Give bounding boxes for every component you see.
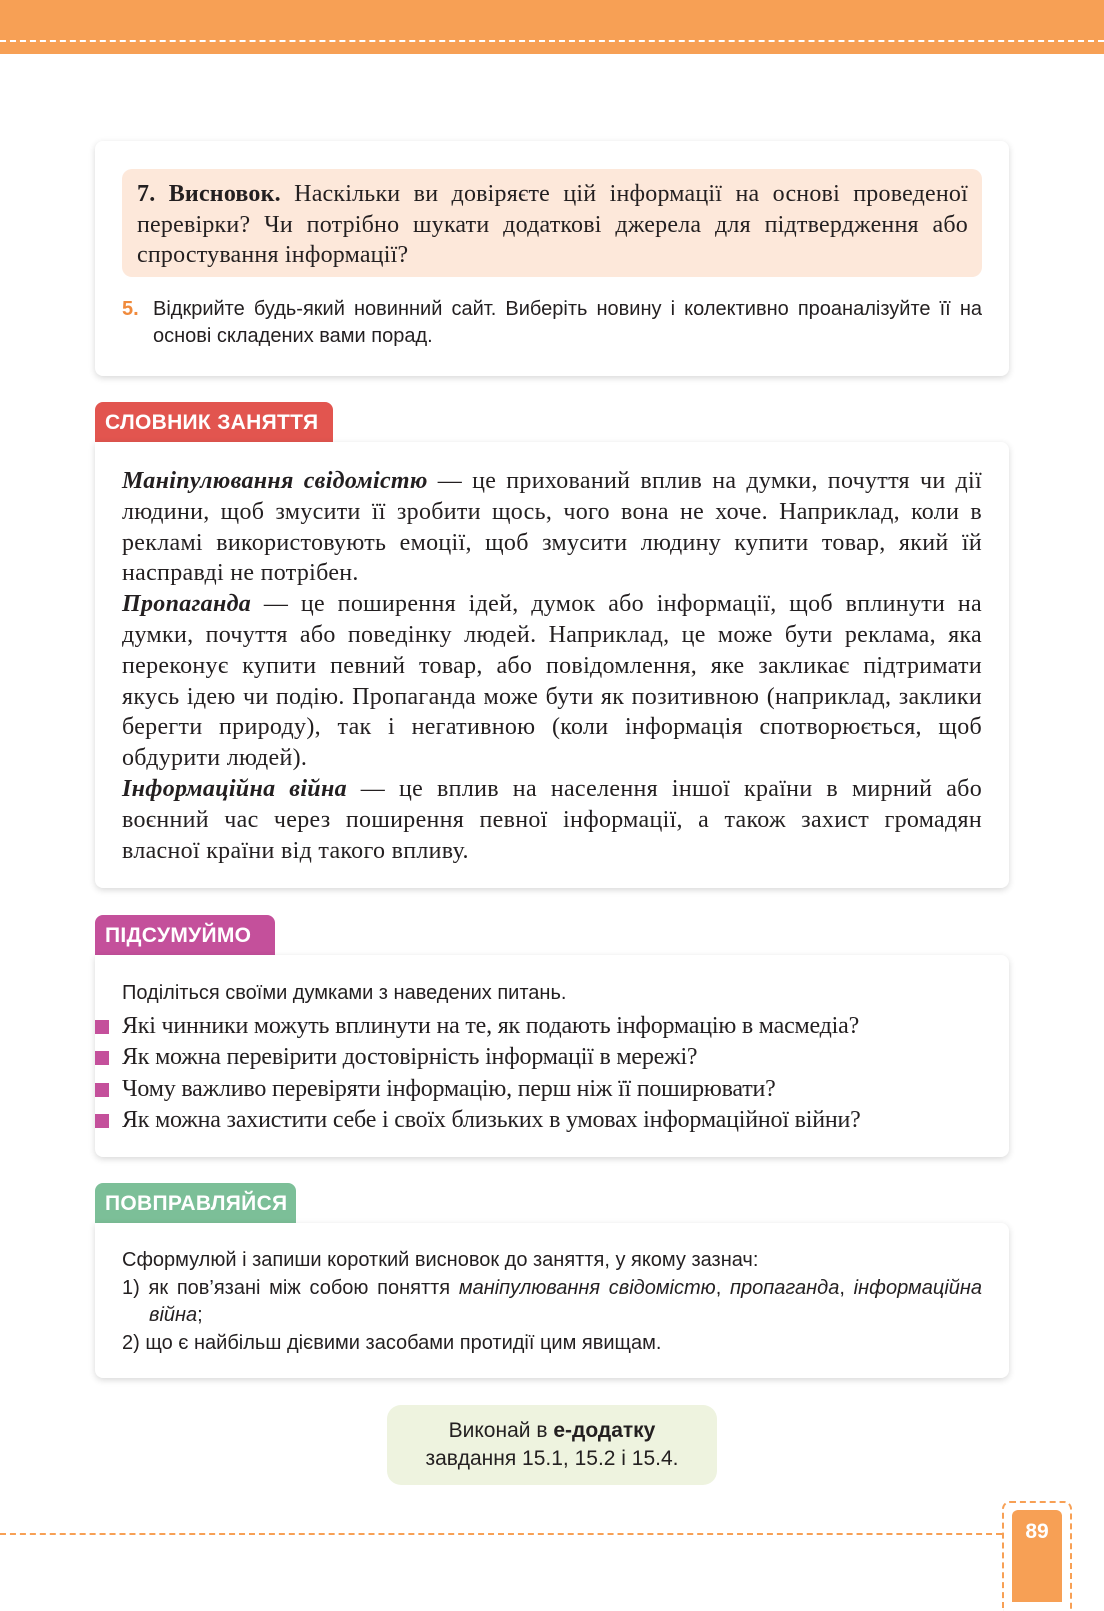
dictionary-entry (122, 774, 982, 866)
top-header-bar (0, 0, 1104, 54)
practice-tab: ПОВПРАВЛЯЙСЯ (95, 1183, 296, 1223)
task-5 (122, 296, 982, 350)
header-dashed-line (0, 40, 1104, 42)
practice-text (122, 1247, 982, 1357)
e-app-prefix: Виконай в (448, 1419, 554, 1442)
dictionary-definition: — це вплив на населення іншої країни в мирний або воєнний час через поширення певної інформації, а також захист громадян власної країни від такого впливу. (122, 775, 982, 864)
summary-tab: ПІДСУМУЙМО (95, 915, 275, 955)
dictionary-term: Інформаційна війна (122, 775, 347, 802)
dictionary-term: Пропаганда (122, 591, 252, 618)
e-app-line-1 (387, 1417, 717, 1445)
term-propaganda: пропаганда (730, 1276, 840, 1299)
practice-item-2: 2) що є найбільш дієвими засобами протидії цим явищам. (122, 1331, 662, 1354)
task-number: 5. (122, 298, 139, 320)
task-card (95, 141, 1009, 376)
footer-dashed-line (0, 1533, 1002, 1535)
question-text: Чому важливо перевіряти інформацію, перш ніж її поширювати? (122, 1075, 776, 1102)
item-prefix: 1) як пов’язані між собою поняття (122, 1276, 459, 1299)
dictionary-definition: — це прихований вплив на думки, почуття чи дії людини, щоб змусити її зробити щось, чого вона не хоче. Наприклад, коли в рекламі використовують емоції, щоб змусити людину купити товар, який їй насправді не потрібен. (122, 468, 982, 587)
separator: , (839, 1276, 854, 1299)
practice-intro: Сформулюй і запиши короткий висновок до заняття, у якому зазнач: (122, 1249, 759, 1271)
square-bullet-icon (95, 1083, 109, 1097)
square-bullet-icon (95, 1020, 109, 1034)
dictionary-tab: СЛОВНИК ЗАНЯТТЯ (95, 402, 333, 442)
task-text: Відкрийте будь-який новинний сайт. Виберіть новину і колективно проаналізуйте її на основі складених вами порад. (153, 298, 982, 347)
dictionary-card (95, 442, 1009, 888)
list-item (95, 1105, 1009, 1136)
list-item (95, 1042, 1009, 1073)
conclusion-text: Наскільки ви довіряєте цій інформації на основі проведеної перевірки? Чи потрібно шукати додаткові джерела для підтвердження або спростування інформації? (137, 181, 968, 268)
e-app-note (387, 1405, 717, 1485)
item-end: ; (197, 1304, 203, 1326)
question-text: Які чинники можуть вплинути на те, як подають інформацію в масмедіа? (122, 1013, 860, 1039)
dictionary-text (122, 466, 982, 866)
dictionary-entry (122, 589, 982, 774)
list-item (95, 1074, 1009, 1105)
question-list (95, 1011, 1009, 1136)
e-app-link-text: е-додатку (553, 1419, 656, 1442)
practice-item-1 (122, 1275, 982, 1330)
summary-intro: Поділіться своїми думками з наведених питань. (122, 982, 567, 1004)
term-info-war: інформаційна війна (149, 1276, 983, 1326)
question-text: Як можна перевірити достовірність інформації в мережі? (122, 1044, 698, 1071)
e-app-line-2: завдання 15.1, 15.2 і 15.4. (425, 1447, 679, 1470)
dictionary-term: Маніпулювання свідомістю (122, 468, 428, 494)
dictionary-definition: — це поширення ідей, думок або інформації, щоб вплинути на думки, почуття або поведінку людей. Наприклад, це може бути реклама, яка переконує купити певний товар, або повідомлення, яке закликає підтримати якусь ідею чи подію. Пропаганда може бути як позитивною (наприклад, заклики берегти природу), так і негативною (коли інформація спотворюється, щоб обдурити людей). (122, 591, 982, 772)
dictionary-entry (122, 466, 982, 589)
separator: , (715, 1276, 731, 1299)
summary-card (95, 955, 1009, 1157)
practice-card (95, 1223, 1009, 1378)
term-manipulation: маніпулювання свідомістю (458, 1276, 716, 1299)
page-number: 89 (1012, 1510, 1062, 1602)
square-bullet-icon (95, 1114, 109, 1128)
conclusion-box (122, 169, 982, 277)
question-text: Як можна захистити себе і своїх близьких в умовах інформаційної війни? (122, 1106, 861, 1133)
square-bullet-icon (95, 1051, 109, 1065)
list-item (95, 1011, 1009, 1042)
conclusion-label: 7. Висновок. (137, 181, 281, 207)
